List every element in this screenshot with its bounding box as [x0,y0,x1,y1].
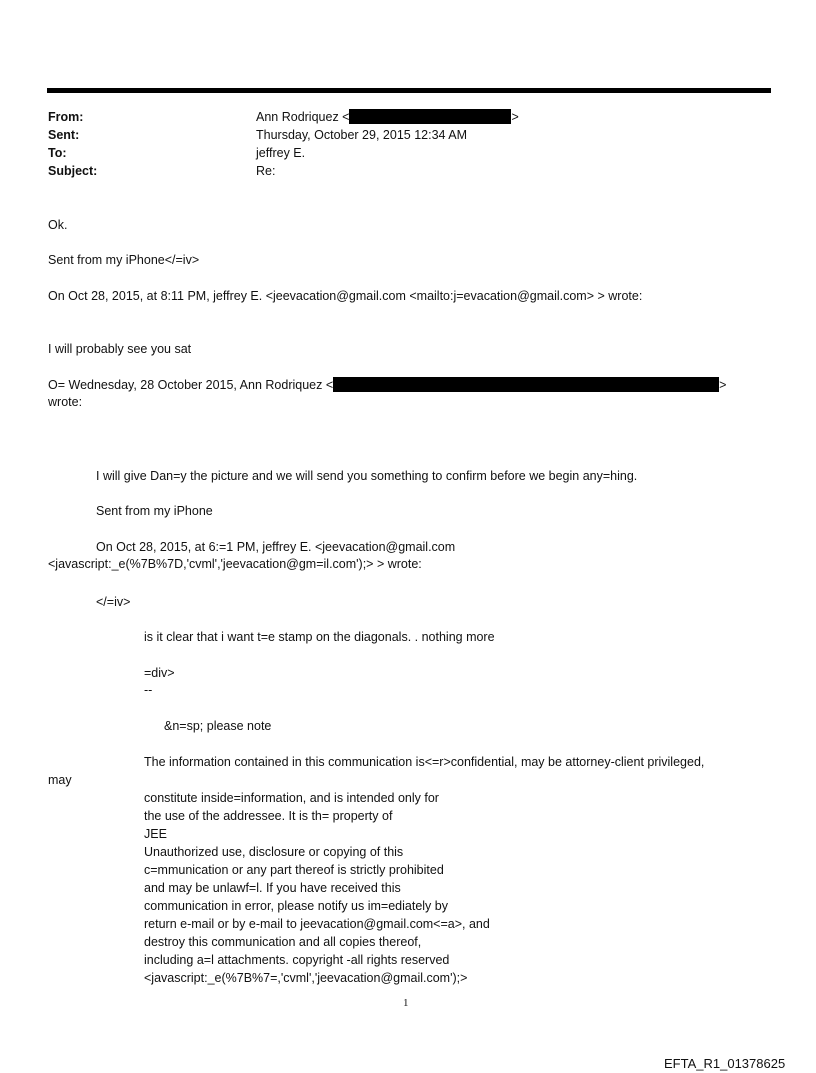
body-probably: I will probably see you sat [48,342,192,356]
disclaimer-line: c=mmunication or any part thereof is strictly prohibited [144,863,444,877]
subject-label: Subject: [48,164,98,178]
sent-value: Thursday, October 29, 2015 12:34 AM [256,128,468,142]
body-stamp: is it clear that i want t=e stamp on the diagonals. . nothing more [144,630,495,644]
body-sent-iphone-1: Sent from my iPhone</=iv> [48,253,200,267]
body-info: The information contained in this communication is<=r>confidential, may be attorney-client privileged, [144,755,705,769]
header-rule [47,88,771,93]
disclaimer-line: constitute inside=information, and is intended only for [144,791,439,805]
to-value: jeffrey E. [256,146,306,160]
page-number: 1 [403,997,409,1009]
disclaimer-line: destroy this communication and all copies thereof, [144,935,422,949]
disclaimer-line: including a=l attachments. copyright -all rights reserved [144,953,450,967]
body-on-wrote-2b: <javascript:_e(%7B%7D,'cvml','jeevacation@gm=il.com');> > wrote: [48,557,422,571]
from-close: > [511,110,519,124]
body-give-dany: I will give Dan=y the picture and we will send you something to confirm before we begin any=hing. [96,469,638,483]
body-wrote: wrote: [48,395,83,409]
o-wednesday-close: > [719,378,727,392]
redaction-box [349,109,511,124]
redaction-box [333,377,719,392]
disclaimer-line: communication in error, please notify us im=ediately by [144,899,448,913]
disclaimer-line: <javascript:_e(%7B%7=,'cvml','jeevacation@gmail.com');> [144,971,468,985]
body-div-tag: =div> [144,666,175,680]
from-value [256,108,519,126]
disclaimer-line: Unauthorized use, disclosure or copying of this [144,845,404,859]
disclaimer-line: JEE [144,827,167,841]
document-id: EFTA_R1_01378625 [664,1056,786,1071]
body-ok: Ok. [48,218,68,232]
from-name: Ann Rodriquez < [256,110,350,124]
to-label: To: [48,146,67,160]
from-label: From: [48,110,84,124]
body-on-wrote-1: On Oct 28, 2015, at 8:11 PM, jeffrey E. <jeevacation@gmail.com <mailto:j=evacation@gmail.com> > wrote: [48,289,643,303]
subject-value: Re: [256,164,276,178]
body-o-wednesday [48,376,726,394]
sent-label: Sent: [48,128,80,142]
body-dash: -- [144,683,153,697]
body-iv-tag: </=iv> [96,595,131,609]
o-wednesday-text: O= Wednesday, 28 October 2015, Ann Rodriquez < [48,378,334,392]
body-please-note: &n=sp; please note [164,719,272,733]
disclaimer-line: and may be unlawf=l. If you have received this [144,881,401,895]
body-sent-iphone-2: Sent from my iPhone [96,504,213,518]
disclaimer-line: the use of the addressee. It is th= property of [144,809,393,823]
body-may: may [48,773,72,787]
disclaimer-line: return e-mail or by e-mail to jeevacation@gmail.com<=a>, and [144,917,490,931]
body-on-wrote-2a: On Oct 28, 2015, at 6:=1 PM, jeffrey E. <jeevacation@gmail.com [96,540,456,554]
